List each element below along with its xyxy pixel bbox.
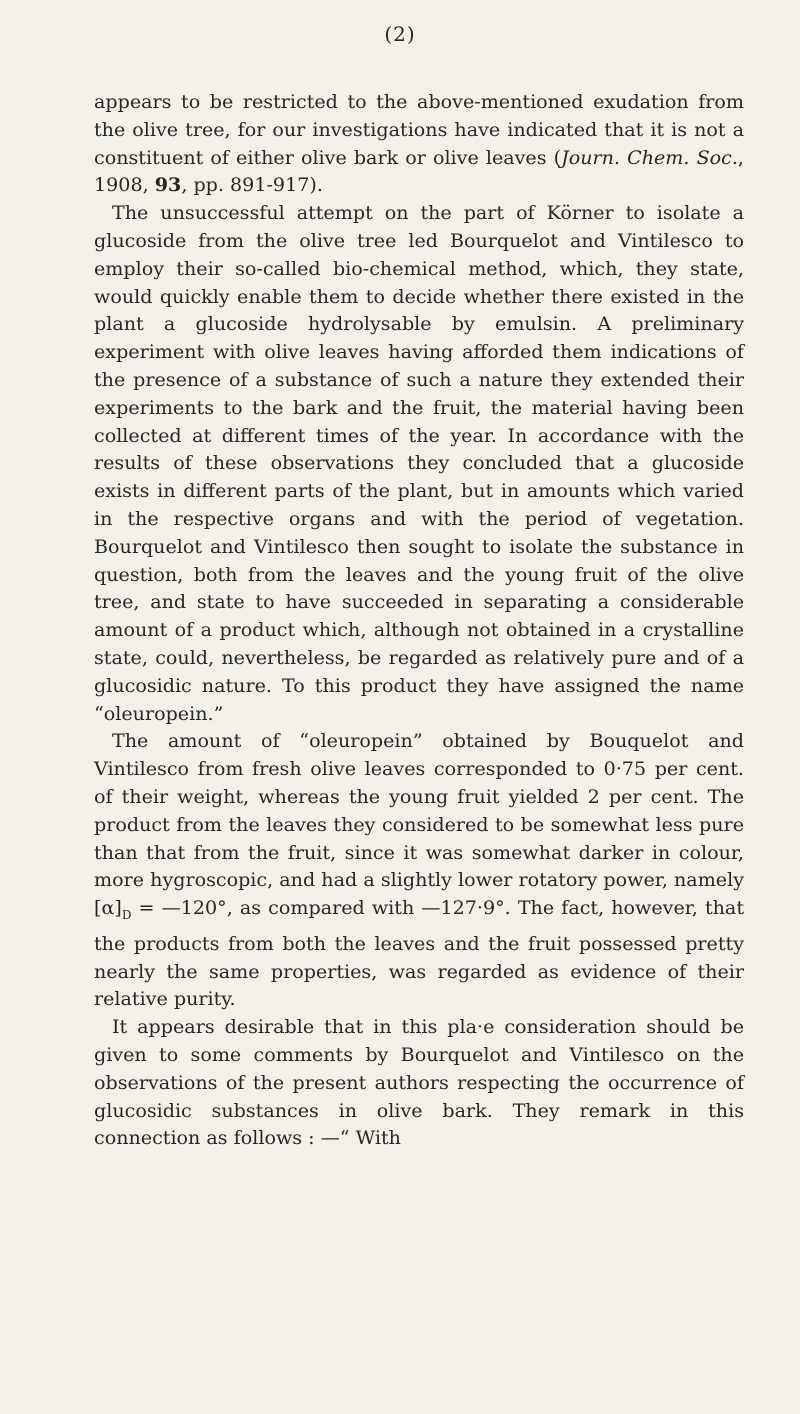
paragraph-1-text-c: , pp. 891-917). (181, 173, 323, 197)
paragraph-2: The unsuccessful attempt on the part of Körner to isolate a glucoside from the olive tree led Bourquelot and Vintilesco to employ their so-called bio-chemical method, which, they state, would quickly enable them to decide whether there existed in the plant a glucoside hydrolysable by emulsin. A preliminary experiment with olive leaves having afforded them indications of the presence of a substance of such a nature they extended their experiments to the bark and the fruit, the material having been collected at different times of the year. In accordance with the results of these observations they concluded that a glucoside exists in different parts of the plant, but in amounts which varied in the respective organs and with the period of vegetation. Bourquelot and Vintilesco then sought to isolate the substance in question, both from the leaves and the young fruit of the olive tree, and state to have succeeded in separating a considerable amount of a product which, although not obtained in a crystalline state, could, nevertheless, be regarded as relatively pure and of a glucosidic nature. To this product they have assigned the name “oleuropein.” (94, 201, 744, 725)
d-subscript: D (121, 907, 132, 922)
paragraph-1 (94, 88, 744, 199)
bracket-close: ] (114, 896, 122, 920)
volume-number: 93 (154, 173, 182, 197)
journal-citation: Journ. Chem. Soc. (561, 145, 738, 169)
text-block (94, 88, 744, 1152)
paragraph-3 (94, 727, 744, 1013)
paragraph-3-text-a: The amount of “oleuropein” obtained by Bouquelot and Vintilesco from fresh olive leaves corresponded to 0·75 per cent. of their weight, whereas the young fruit yielded 2 per cent. The product from the leaves they considered to be somewhat less pure than that from the fruit, since it was somewhat darker in colour, more hygroscopic, and had a slightly lower rotatory power, namely [ (94, 729, 744, 920)
page-number: (2) (384, 22, 416, 46)
paragraph-1-text-b: , 1908, (94, 145, 744, 197)
paragraph-1-text-a: appears to be restricted to the above-mentioned exudation from the olive tree, for our investigations have indicated that it is not a constituent of either olive bark or olive leaves ( (94, 90, 744, 169)
paragraph-3-text-b: = —120°, as compared with —127·9°. The fact, however, that the products from both the leaves and the fruit possessed pretty nearly the same properties, was regarded as evidence of their relative purity. (94, 896, 744, 1011)
alpha-symbol: α (101, 896, 115, 920)
paragraph-4: It appears desirable that in this pla·e consideration should be given to some comments by Bourquelot and Vintilesco on the observations of the present authors respecting the occurrence of glucosidic substances in olive bark. They remark in this connection as follows : —“ With (94, 1015, 744, 1150)
